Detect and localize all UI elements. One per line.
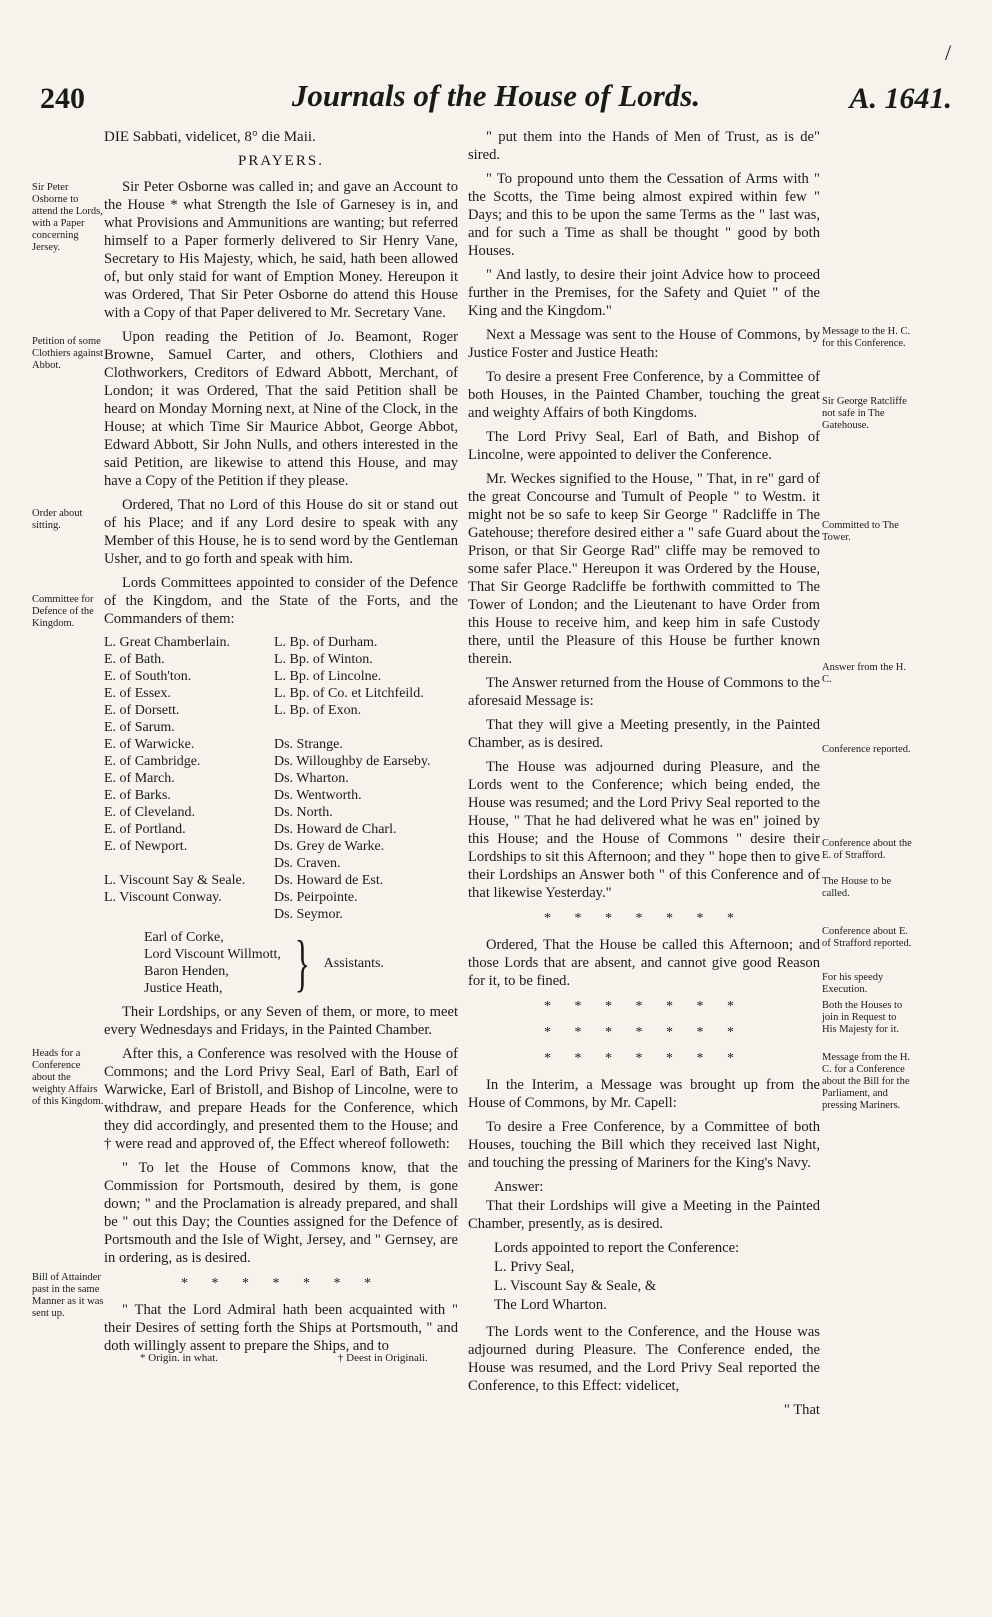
right-margin-note: Both the Houses to join in Request to His Majesty for it. [822, 1000, 903, 1035]
omission-stars: * * * * * * * [181, 1276, 381, 1291]
paragraph: Their Lordships, or any Seven of them, or more, to meet every Wednesdays and Fridays, in the Painted Chamber. [104, 1004, 458, 1038]
assistants-block [144, 929, 458, 997]
paragraph: The Lords went to the Conference, and the House was adjourned during Pleasure. The Conference ended, the House was resumed, and the Lord Privy Seal reported the Conference, to this Effect: videlicet, [468, 1324, 820, 1394]
lord-entry: Ds. Willoughby de Earseby. [274, 754, 431, 769]
paragraph: " put them into the Hands of Men of Trust, as is de" sired. [468, 129, 820, 163]
right-column [468, 128, 820, 1419]
assistant-entry: Justice Heath, [144, 981, 223, 996]
paragraph: In the Interim, a Message was brought up from the House of Commons, by Mr. Capell: [468, 1077, 820, 1111]
running-title: Journals of the House of Lords. [291, 78, 701, 113]
report-entry: L. Viscount Say & Seale, & [494, 1278, 657, 1294]
lord-entry: L. Bp. of Durham. [274, 635, 378, 650]
lord-entry: E. of Newport. [104, 839, 188, 854]
right-margin-note: Answer from the H. C. [822, 662, 906, 685]
lord-entry: E. of Essex. [104, 686, 171, 701]
report-entry: The Lord Wharton. [494, 1297, 607, 1313]
lord-entry: E. of Cambridge. [104, 754, 201, 769]
lord-entry: Ds. Seymor. [274, 907, 343, 922]
right-margin-note: For his speedy Execution. [822, 972, 884, 995]
left-margin-note: Bill of Attainder past in the same Manner as it was sent up. [32, 1272, 104, 1319]
right-margin-note: Message to the H. C. for this Conference. [822, 326, 911, 349]
lord-entry [274, 719, 449, 736]
lord-entry: E. of Cleveland. [104, 805, 195, 820]
omission-stars: * * * * * * * [544, 1051, 744, 1066]
lord-entry: Ds. Craven. [274, 856, 341, 871]
paragraph: The House was adjourned during Pleasure, and the Lords went to the Conference; which being ended, the House was resumed; and the Lord Privy Seal reported to the House, " That he had delivered what he was en" joined by this House; and the House of Commons " desire their Lordships to sit this Afternoon; and they " hope then to give their Lordships an Answer both " of this Conference and of that likewise Yesterday." [468, 759, 820, 901]
lord-entry: Ds. North. [274, 805, 333, 820]
paragraph: " That the Lord Admiral hath been acquainted with " their Desires of setting forth the Ships at Portsmouth, " and doth willingly assent to prepare the Ships, and to [104, 1302, 458, 1354]
paragraph: The Lord Privy Seal, Earl of Bath, and Bishop of Lincolne, were appointed to deliver the Conference. [468, 429, 820, 463]
lord-entry: E. of Barks. [104, 788, 171, 803]
paragraph: That their Lordships will give a Meeting in the Painted Chamber, presently, as is desired. [468, 1198, 820, 1232]
footnotes [140, 1352, 820, 1364]
lord-entry: L. Bp. of Co. et Litchfeild. [274, 686, 424, 701]
right-margin-note: The House to be called. [822, 876, 892, 899]
paragraph: To desire a Free Conference, by a Committee of both Houses, touching the Bill which they received last Night, and touching the pressing of Mariners for the King's Navy. [468, 1119, 820, 1171]
lord-entry: E. of Warwicke. [104, 737, 195, 752]
paragraph: That they will give a Meeting presently, in the Painted Chamber, as is desired. [468, 717, 820, 751]
paragraph: To desire a present Free Conference, by a Committee of both Houses, in the Painted Chamber, touching the great and weighty Affairs of both Kingdoms. [468, 369, 820, 421]
lords-list-right [274, 634, 449, 923]
right-margin-note: Conference reported. [822, 744, 911, 755]
paragraph: Ordered, That no Lord of this House do sit or stand out of his Place; and if any Lord desire to speak with any Member of this House, he is to send word by the Gentleman Usher, and to go forth and speak with him. [104, 497, 458, 567]
left-margin-note: Sir Peter Osborne to attend the Lords, with a Paper concerning Jersey. [32, 182, 103, 253]
lord-entry: E. of Dorsett. [104, 703, 180, 718]
lord-entry [104, 855, 274, 872]
assistant-entry: Lord Viscount Willmott, [144, 947, 281, 962]
lord-entry: L. Bp. of Exon. [274, 703, 362, 718]
paragraph: Next a Message was sent to the House of Commons, by Justice Foster and Justice Heath: [468, 327, 820, 361]
lord-entry: Ds. Grey de Warke. [274, 839, 385, 854]
assistant-entry: Baron Henden, [144, 964, 229, 979]
right-margin-note: Message from the H. C. for a Conference about the Bill for the Parliament, and pressing Mariners. [822, 1052, 911, 1111]
lord-entry: Ds. Howard de Est. [274, 873, 384, 888]
lord-entry: L. Great Chamberlain. [104, 635, 230, 650]
left-margin-note: Heads for a Conference about the weighty Affairs of this Kingdom. [32, 1048, 104, 1107]
right-margin-note: Sir George Ratcliffe not safe in The Gatehouse. [822, 396, 907, 431]
paragraph: " And lastly, to desire their joint Advice how to proceed further in the Premises, for the Safety and Quiet " of the King and the Kingdom." [468, 267, 820, 319]
lord-entry: L. Viscount Say & Seale. [104, 873, 246, 888]
left-margin-note: Committee for Defence of the Kingdom. [32, 594, 94, 629]
paragraph: Upon reading the Petition of Jo. Beamont, Roger Browne, Samuel Carter, and others, Clothiers and Clothworkers, Creditors of Edward Abbott, Merchant, of London; it was Ordered, That the said Petition shall be heard on Monday Morning next, at Nine of the Clock, in the House; at which Time Sir Maurice Abbot, George Abbot, Edward Abbott, Sir John Nulls, and others interested in the said Petition, are likewise to attend this House, and may have a Copy of the Petition if they please. [104, 329, 458, 489]
lords-list-left [104, 634, 274, 923]
paragraph: The Answer returned from the House of Commons to the aforesaid Message is: [468, 675, 820, 709]
lord-entry: E. of March. [104, 771, 175, 786]
assistants-label: Assistants. [323, 955, 384, 971]
omission-stars: * * * * * * * [544, 999, 744, 1014]
page-header [40, 78, 952, 122]
lord-entry: Ds. Peirpointe. [274, 890, 358, 905]
report-heading: Lords appointed to report the Conference: [494, 1240, 740, 1256]
year-label: A. 1641. [849, 82, 952, 115]
report-list [494, 1258, 820, 1315]
left-margin-note: Order about sitting. [32, 508, 83, 531]
lord-entry: Ds. Wharton. [274, 771, 349, 786]
page-number: 240 [40, 82, 85, 115]
right-margin-note: Conference about the E. of Strafford. [822, 838, 912, 861]
paragraph: " To let the House of Commons know, that the Commission for Portsmouth, desired by them, is gone down; " and the Proclamation is already prepared, and shall be " out this Day; the Counties assigned for the Defence of Portsmouth and the Isle of Wight, Jersey, and " Gernsey, are in ordering, as is desired. [104, 1160, 458, 1266]
lord-entry: L. Bp. of Winton. [274, 652, 373, 667]
lord-entry: E. of Portland. [104, 822, 186, 837]
assistant-entry: Earl of Corke, [144, 930, 224, 945]
corner-mark: / [945, 40, 952, 65]
lord-entry: Ds. Strange. [274, 737, 343, 752]
paragraph: Ordered, That the House be called this Afternoon; and those Lords that are absent, and cannot give good Reason for it, to be fined. [468, 937, 820, 989]
right-margin-note: Conference about E. of Strafford reported. [822, 926, 912, 949]
prayers-heading: PRAYERS. [238, 153, 324, 169]
date-heading: DIE Sabbati, videlicet, 8° die Maii. [104, 129, 316, 145]
right-margin-note: Committed to The Tower. [822, 520, 899, 543]
paragraph: Sir Peter Osborne was called in; and gave an Account to the House * what Strength the Isle of Garnesey is in, and what Provisions and Ammunitions are wanting; but referred himself to a Paper formerly delivered to Sir Henry Vane, Secretary to His Majesty, which, he said, hath been allowed of, but only staid for want of Emption Money. Hereupon it was Ordered, That Sir Peter Osborne do attend this House with a Copy of that Paper delivered to Mr. Secretary Vane. [104, 179, 458, 321]
lord-entry: L. Viscount Conway. [104, 890, 222, 905]
catchword: " That [783, 1402, 820, 1418]
lord-entry: L. Bp. of Lincolne. [274, 669, 382, 684]
lord-entry: Ds. Wentworth. [274, 788, 362, 803]
report-entry: L. Privy Seal, [494, 1259, 575, 1275]
footnote: † Deest in Originali. [337, 1352, 428, 1364]
omission-stars: * * * * * * * [544, 1025, 744, 1040]
lord-entry: E. of Sarum. [104, 720, 175, 735]
lord-entry: E. of Bath. [104, 652, 165, 667]
paragraph: Mr. Weckes signified to the House, " That, in re" gard of the great Concourse and Tumult of People " to Westm. it might not be so safe to keep Sir George " Radcliffe in The Gatehouse; therefore desired either a " safe Guard about the Prison, or that Sir George Rad" cliffe may be removed to some safer Place." Hereupon it was Ordered by the House, That Sir George Radcliffe be forthwith committed to The Tower of London; and the Lieutenant to have Order from this House to receive him, and keep him in safe Custody there, until the Pleasure of this House be further known therein. [468, 471, 820, 667]
lord-entry: E. of South'ton. [104, 669, 192, 684]
paragraph: After this, a Conference was resolved with the House of Commons; and the Lord Privy Seal, Earl of Bath, Earl of Warwicke, Earl of Bristoll, and Bishop of Lincolne, were to withdraw, and prepare Heads for the Conference, which they did accordingly, and presented them to the House; and † were read and approved of, the Effect whereof followeth: [104, 1046, 458, 1152]
brace-glyph: } [294, 927, 310, 998]
lords-committee-list [104, 634, 458, 923]
left-column [104, 128, 458, 1361]
paragraph: " To propound unto them the Cessation of Arms with " the Scotts, the Time being almost expired within few " Days; and this to be upon the same Terms as the " last was, and for such a Time as shall be thought " good by both Houses. [468, 171, 820, 259]
omission-stars: * * * * * * * [544, 911, 744, 926]
paragraph: Lords Committees appointed to consider of the Defence of the Kingdom, and the State of the Forts, and the Commanders of them: [104, 575, 458, 627]
footnote: * Origin. in what. [140, 1352, 218, 1364]
assistants-list [144, 929, 281, 997]
lord-entry: Ds. Howard de Charl. [274, 822, 397, 837]
answer-heading: Answer: [494, 1179, 544, 1195]
left-margin-note: Petition of some Clothiers against Abbot. [32, 336, 103, 371]
